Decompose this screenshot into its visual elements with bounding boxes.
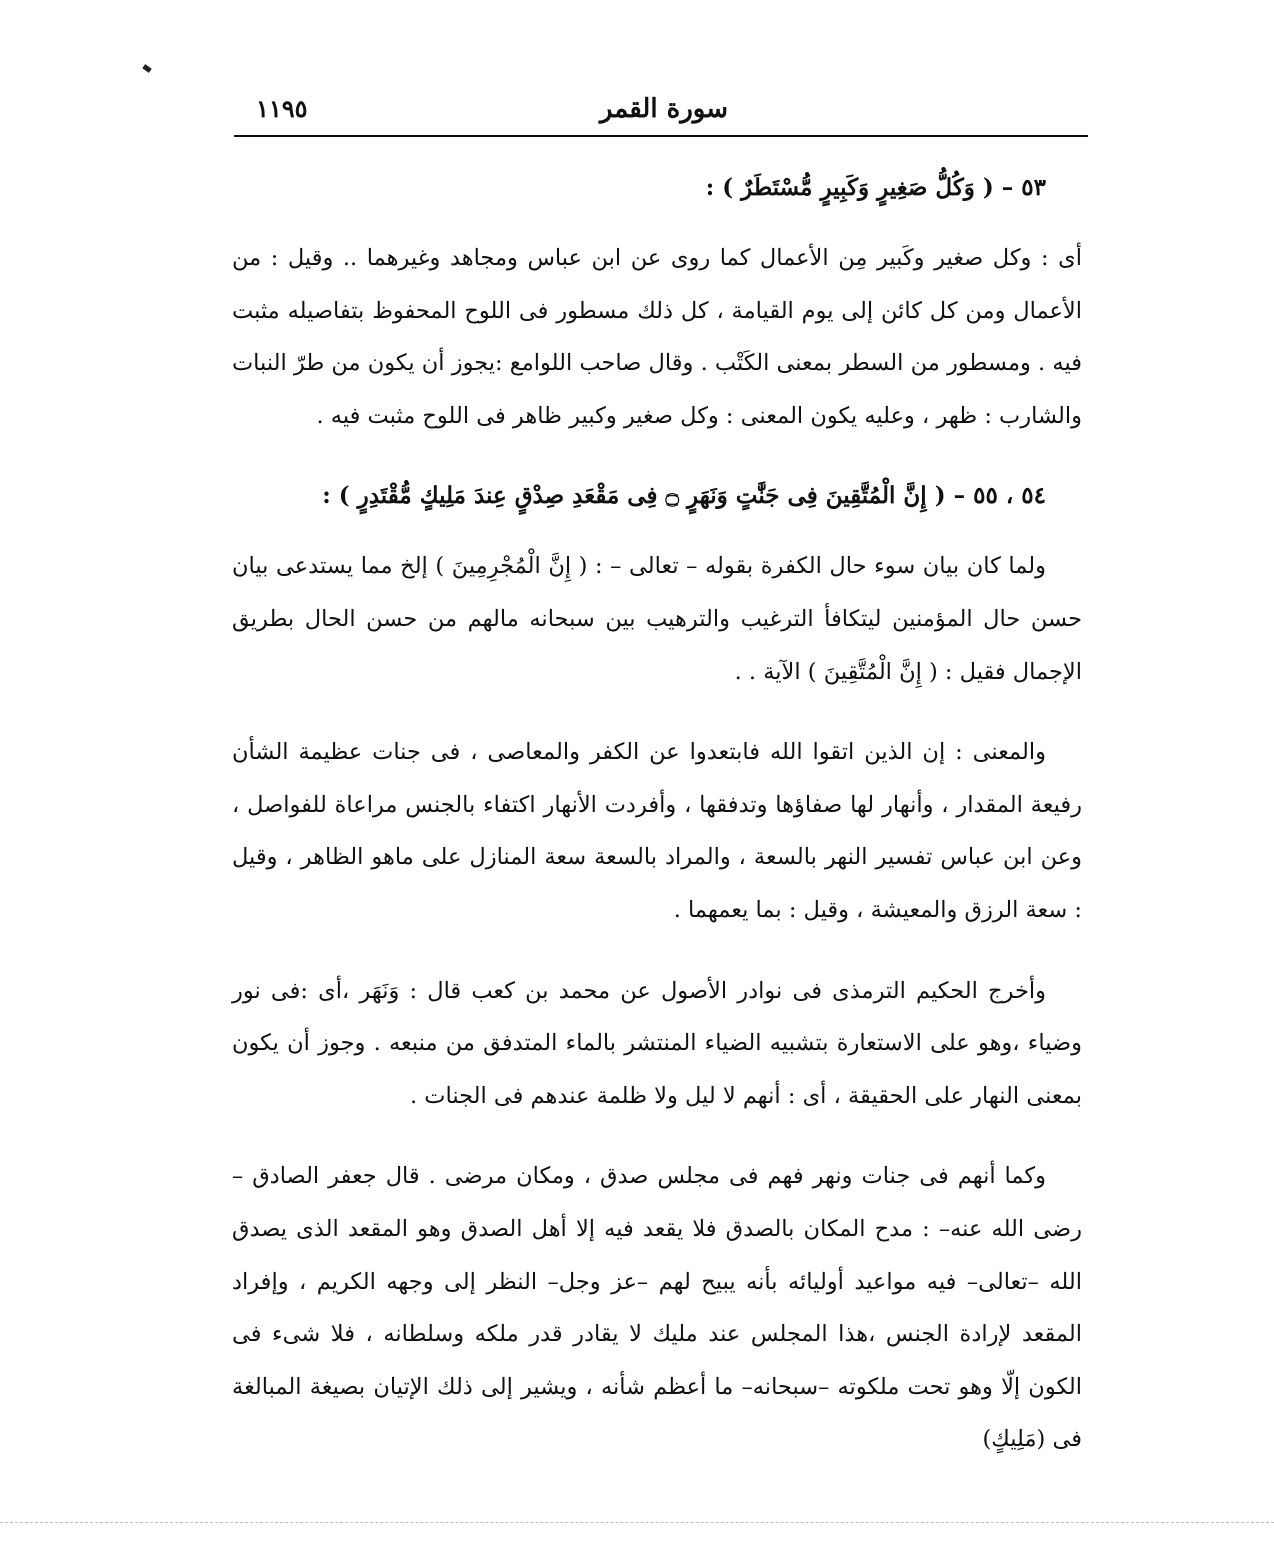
commentary-paragraph: أى : وكل صغير وكَبير مِن الأعمال كما روى عن ابن عباس ومجاهد وغيرهما .. وقيل : من الأعمال ومن كل كائن إلى يوم القيامة ، كل ذلك مسطور فى اللوح المحفوظ بتفاصيله مثبت فيه . ومسطور من السطر بمعنى الكَتْب . وقال صاحب اللوامع :يجوز أن يكون من طرّ النبات والشارب : ظهر ، وعليه يكون المعنى : وكل صغير وكبير ظاهر فى اللوح مثبت فيه .	[232, 245, 1082, 429]
commentary-paragraph: وكما أنهم فى جنات ونهر فهم فى مجلس صدق ، ومكان مرضى . قال جعفر الصادق –رضى الله عنه– : مدح المكان بالصدق فلا يقعد فيه إلا أهل الصدق وهو المقعد الذى يصدق الله –تعالى– فيه مواعيد أوليائه بأنه يبيح لهم –عز وجل– النظر إلى وجهه الكريم ، وإفراد المقعد لإرادة الجنس ،هذا المجلس عند مليك لا يقادر قدر ملكه وسلطانه ، فلا شىء فى الكون إلّا وهو تحت ملكوته –سبحانه– ما أعظم شأنه ، ويشير إلى ذلك الإتيان بصيغة المبالغة فى (مَلِيكٍ)	[232, 1163, 1082, 1453]
commentary-paragraph: والمعنى : إن الذين اتقوا الله فابتعدوا عن الكفر والمعاصى ، فى جنات عظيمة الشأن رفيعة المقدار ، وأنهار لها صفاؤها وتدفقها ، وأفردت الأنهار اكتفاء بالجنس مراعاة للفواصل ، وعن ابن عباس تفسير النهر بالسعة ، والمراد بالسعة سعة المنازل على ماهو الظاهر ، وقيل : سعة الرزق والمعيشة ، وقيل : بما يعمهما .	[232, 739, 1082, 923]
page-body	[232, 150, 1082, 1494]
header-divider	[234, 135, 1088, 137]
scan-edge-line	[0, 1522, 1274, 1524]
commentary-paragraph: ولما كان بيان سوء حال الكفرة بقوله – تعالى – : ( إِنَّ الْمُجْرِمِينَ ) إلخ مما يستدعى بيان حسن حال المؤمنين ليتكافأ الترغيب والترهيب بين سبحانه مالهم من حسن الحال بطريق الإجمال فقيل : ( إِنَّ الْمُتَّقِينَ ) الآية . .	[232, 553, 1082, 685]
page-header	[236, 88, 1088, 132]
verse-heading: ٥٣ – ( وَكُلُّ صَغِيرٍ وَكَبِيرٍ مُّسْتَطَرٌ ) :	[705, 174, 1046, 201]
verse-heading: ٥٤ ، ٥٥ – ( إِنَّ الْمُتَّقِينَ فِى جَنَّٰتٍ وَنَهَرٍ ۝ فِى مَقْعَدِ صِدْقٍ عِندَ مَلِيكٍ مُّقْتَدِرٍ ) :	[322, 482, 1046, 510]
surah-title: سورة القمر	[599, 94, 728, 124]
scan-speck	[142, 64, 151, 73]
commentary-paragraph: وأخرج الحكيم الترمذى فى نوادر الأصول عن محمد بن كعب قال : وَنَهَر ،أى :فى نور وضياء ،وهو على الاستعارة بتشبيه الضياء المنتشر بالماء المتدفق من منبعه . وجوز أن يكون بمعنى النهار على الحقيقة ، أى : أنهم لا ليل ولا ظلمة عندهم فى الجنات .	[232, 977, 1082, 1109]
page-number: ١١٩٥	[256, 94, 308, 123]
